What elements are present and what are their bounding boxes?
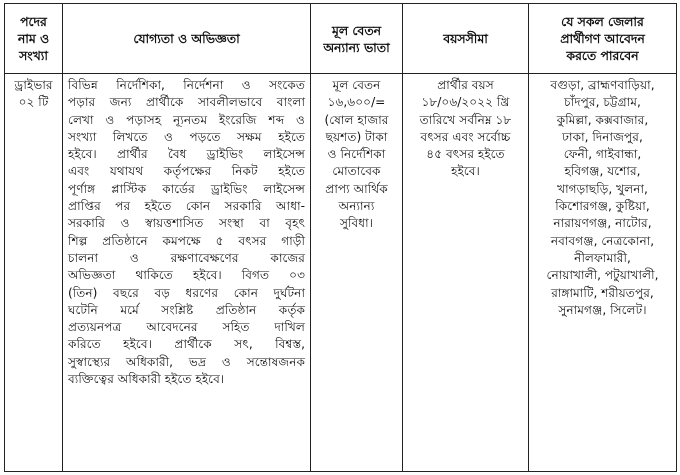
qualification-line: ব্যক্তিত্বের অধিকারী হইতে হইবে। — [68, 372, 225, 387]
qualification-line: পূর্ণাঙ্গ প্লাস্টিক কার্ডের ড্রাইভিং লাইসেন্স — [68, 181, 305, 196]
header-districts-line: যে সকল জেলার — [561, 14, 644, 29]
job-row — [5, 74, 677, 472]
header-salary-line: অন্যান্য ভাতা — [323, 39, 390, 55]
salary-line: ১৬,৬০০/= — [327, 95, 386, 110]
qualification-line: বিভিন্ন নির্দেশিকা, নির্দেশনা ও সংকেত — [68, 78, 305, 92]
age-cell — [403, 74, 529, 472]
qualification-line: প্রত্যয়নপত্র আবেদনের সহিত দাখিল — [68, 320, 305, 335]
qualification-line: ঘটেনি মর্মে সংশ্লিষ্ট প্রতিষ্ঠান কর্তৃক — [68, 302, 305, 317]
salary-line: অন্যান্য — [338, 199, 375, 214]
salary-line: ও নির্দেশিকা — [327, 147, 386, 162]
salary-cell — [311, 74, 403, 472]
district-line: কিশোরগঞ্জ, কুষ্টিয়া, — [555, 199, 650, 214]
district-line: নীলফামারী, — [574, 250, 631, 265]
header-qualification: যোগ্যতা ও অভিজ্ঞতা — [63, 4, 311, 74]
header-row — [5, 4, 677, 74]
district-line: নবাবগঞ্জ, নেত্রকোনা, — [550, 233, 655, 248]
district-line: চাঁদপুর, চট্টগ্রাম, — [564, 95, 641, 110]
header-post-line: পদের — [20, 14, 47, 29]
qualification-line: পড়ার জন্য প্রার্থীকে সাবলীলভাবে বাংলা — [68, 95, 305, 110]
qualification-line: লেখা ও পড়াসহ ন্যূনতম ইংরেজি শব্দ ও — [68, 112, 305, 127]
age-line: তারিখে সর্বনিম্ন ১৮ — [419, 112, 512, 127]
header-districts-line: প্রার্থীগণ আবেদন — [560, 31, 645, 46]
qualification-line: সরকারি ও স্বায়ত্তশাসিত সংস্থা বা বৃহৎ — [68, 216, 305, 231]
qualification-cell — [63, 74, 311, 472]
header-post — [5, 4, 63, 74]
post-cell — [5, 74, 63, 472]
header-age: বয়সসীমা — [403, 4, 529, 74]
qualification-line: শিল্প প্রতিষ্ঠানে কমপক্ষে ৫ বৎসর গাড়ী — [68, 233, 305, 248]
qualification-line: হইবে। প্রার্থীর বৈধ ড্রাইভিং লাইসেন্স — [68, 147, 305, 162]
district-line: কুমিল্লা, কক্সবাজার, — [556, 112, 649, 127]
header-post-line: সংখ্যা — [19, 48, 48, 63]
age-line: ৪৫ বৎসর হইতে — [426, 147, 505, 162]
qualification-line: চালনা ও রক্ষণাবেক্ষণের কাজের — [68, 250, 305, 265]
header-districts-line: করতে পারবেন — [566, 48, 639, 63]
qualification-line: এবং যথাযথ কর্তৃপক্ষের নিকট হইতে — [68, 164, 305, 179]
qualification-line: (তিন) বছরে বড় ধরণের কোন দুর্ঘটনা — [68, 285, 305, 300]
age-line: হইবে। — [451, 164, 480, 179]
district-line: ফেনী, গাইবান্ধা, — [563, 147, 642, 162]
districts-cell — [529, 74, 677, 472]
salary-line: মোতাবেক — [332, 164, 381, 179]
district-line: সুনামগঞ্জ, সিলেট। — [558, 302, 647, 317]
qualification-line: করিতে হইবে। প্রার্থীকে সৎ, বিশ্বস্ত, — [68, 337, 305, 352]
qualification-line: সুস্বাস্থ্যের অধিকারী, ভদ্র ও সন্তোষজনক — [68, 354, 305, 369]
post-count: ০২ টি — [18, 95, 49, 110]
salary-line: সুবিধা। — [339, 216, 374, 231]
district-line: নোয়াখালী, পটুয়াখালী, — [546, 268, 659, 283]
qualification-line: প্রাপ্তির পর হইতে কোন সরকারি আধা- — [68, 199, 305, 214]
district-line: বগুড়া, ব্রাহ্মণবাড়িয়া, — [550, 78, 655, 92]
district-line: ঢাকা, দিনাজপুর, — [562, 129, 643, 144]
header-districts — [529, 4, 677, 74]
post-name: ড্রাইভার — [14, 78, 53, 92]
district-line: রাঙ্গামাটি, শরীয়তপুর, — [551, 285, 654, 300]
district-line: নারায়ণগঞ্জ, নাটোর, — [553, 216, 652, 231]
salary-line: ছয়শত) টাকা — [325, 129, 388, 144]
district-line: হবিগঞ্জ, যশোর, — [564, 164, 641, 179]
age-line: প্রার্থীর বয়স — [437, 78, 494, 92]
salary-line: (ষোল হাজার — [324, 112, 389, 127]
district-line: খাগড়াছড়ি, খুলনা, — [557, 181, 648, 196]
header-post-line: নাম ও — [17, 31, 50, 46]
header-salary — [311, 4, 403, 74]
job-table — [4, 3, 677, 472]
header-salary-line: মূল বেতন — [331, 22, 382, 38]
salary-line: প্রাপ্য আর্থিক — [325, 181, 388, 196]
qualification-line: সংখ্যা লিখতে ও পড়তে সক্ষম হইতে — [68, 129, 305, 144]
age-line: বৎসর এবং সর্বোচ্চ — [420, 129, 511, 144]
qualification-line: অভিজ্ঞতা থাকিতে হইবে। বিগত ০৩ — [68, 268, 305, 283]
salary-line: মূল বেতন — [332, 78, 381, 92]
age-line: ১৮/০৬/২০২২ খ্রি — [421, 95, 510, 110]
